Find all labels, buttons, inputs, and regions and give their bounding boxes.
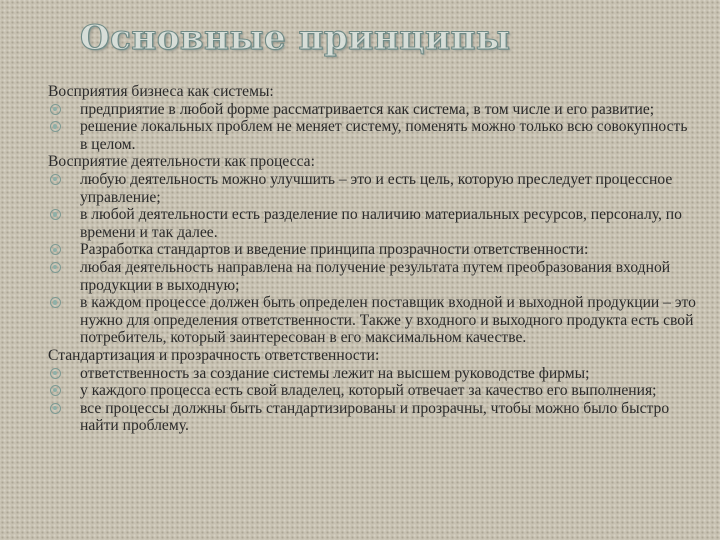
bullet-list	[48, 171, 698, 347]
circle-bullet-icon	[50, 121, 61, 132]
list-item-text: Разработка стандартов и введение принципа прозрачности ответственности:	[80, 241, 589, 259]
list-item	[48, 171, 698, 206]
list-item	[48, 294, 698, 347]
list-item-text: у каждого процесса есть свой владелец, который отвечает за качество его выполнения;	[80, 382, 657, 400]
list-item	[48, 241, 698, 259]
list-item-text: предприятие в любой форме рассматривается как система, в том числе и его развитие;	[80, 100, 655, 118]
list-item	[48, 382, 698, 400]
list-item-text: любая деятельность направлена на получение результата путем преобразования входной продукции в выходную;	[80, 258, 671, 294]
circle-bullet-icon	[50, 104, 61, 115]
bullet-list	[48, 101, 698, 154]
list-item-text: ответственность за создание системы лежит на высшем руководстве фирмы;	[80, 364, 590, 382]
section-business-system	[48, 83, 698, 153]
circle-bullet-icon	[50, 244, 61, 255]
circle-bullet-icon	[50, 174, 61, 185]
section-heading: Восприятия бизнеса как системы:	[48, 83, 274, 100]
list-item-text: в любой деятельности есть разделение по наличию материальных ресурсов, персоналу, по времени и так далее.	[80, 206, 682, 241]
bullet-list	[48, 365, 698, 435]
circle-bullet-icon	[50, 262, 61, 273]
section-heading: Восприятие деятельности как процесса:	[48, 153, 315, 171]
circle-bullet-icon	[50, 297, 61, 308]
list-item	[48, 118, 698, 153]
list-item	[48, 101, 698, 119]
section-heading: Стандартизация и прозрачность ответственности:	[48, 346, 380, 364]
list-item-text: решение локальных проблем не меняет систему, поменять можно только всю совокупность в целом.	[80, 118, 688, 153]
slide-content	[48, 83, 698, 435]
list-item-text: любую деятельность можно улучшить – это и есть цель, которую преследует процессное управление;	[80, 170, 673, 206]
list-item	[48, 206, 698, 241]
section-process-activity	[48, 153, 698, 347]
list-item	[48, 259, 698, 294]
list-item	[48, 400, 698, 435]
circle-bullet-icon	[50, 385, 61, 396]
list-item-text: все процессы должны быть стандартизированы и прозрачны, чтобы можно было быстро найти проблему.	[80, 399, 670, 435]
circle-bullet-icon	[50, 209, 61, 220]
list-item-text: в каждом процессе должен быть определен поставщик входной и выходной продукции – это нужно для определения ответственности. Также у входного и выходного продукта есть свой потребитель, который заинтересован в его максимальном качестве.	[80, 294, 696, 347]
slide-title: Основные принципы	[80, 18, 511, 58]
circle-bullet-icon	[50, 403, 61, 414]
circle-bullet-icon	[50, 368, 61, 379]
section-standardization	[48, 347, 698, 435]
list-item	[48, 365, 698, 383]
